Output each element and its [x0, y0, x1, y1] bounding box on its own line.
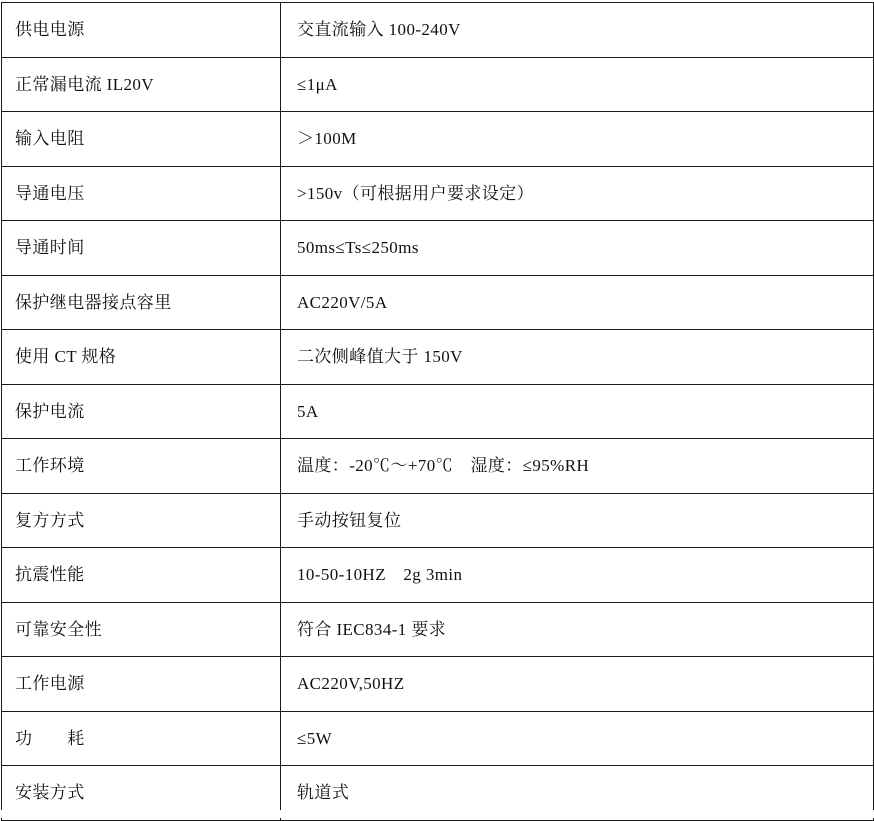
table-row — [2, 711, 874, 766]
row-label: 导通电压 — [2, 166, 281, 221]
row-value: ≤5W — [281, 711, 874, 766]
page-bottom-margin — [0, 810, 874, 818]
table-body — [2, 3, 874, 821]
row-value: 轨道式 — [281, 766, 874, 821]
row-label: 工作环境 — [2, 439, 281, 494]
row-value: 二次侧峰值大于 150V — [281, 330, 874, 385]
row-label: 抗震性能 — [2, 548, 281, 603]
document-page — [0, 2, 874, 818]
table-row — [2, 275, 874, 330]
row-value: 5A — [281, 384, 874, 439]
row-label: 可靠安全性 — [2, 602, 281, 657]
row-value: 10-50-10HZ 2g 3min — [281, 548, 874, 603]
row-label: 功 耗 — [2, 711, 281, 766]
row-label: 保护继电器接点容里 — [2, 275, 281, 330]
table-row — [2, 57, 874, 112]
table-row — [2, 657, 874, 712]
row-label: 供电电源 — [2, 3, 281, 58]
row-label: 导通时间 — [2, 221, 281, 276]
row-value: 手动按钮复位 — [281, 493, 874, 548]
row-value: 温度：-20℃～+70℃ 湿度：≤95%RH — [281, 439, 874, 494]
row-label: 正常漏电流 IL20V — [2, 57, 281, 112]
row-value: >150v（可根据用户要求设定） — [281, 166, 874, 221]
row-label: 复方方式 — [2, 493, 281, 548]
row-value: 符合 IEC834-1 要求 — [281, 602, 874, 657]
row-value: 交直流输入 100-240V — [281, 3, 874, 58]
row-label: 使用 CT 规格 — [2, 330, 281, 385]
row-value: AC220V/5A — [281, 275, 874, 330]
table-row — [2, 493, 874, 548]
row-label: 保护电流 — [2, 384, 281, 439]
table-row — [2, 384, 874, 439]
row-value: AC220V,50HZ — [281, 657, 874, 712]
row-value: 50ms≤Ts≤250ms — [281, 221, 874, 276]
table-row — [2, 330, 874, 385]
specification-table — [1, 2, 874, 821]
table-row — [2, 166, 874, 221]
row-label: 安装方式 — [2, 766, 281, 821]
row-value: ≤1μA — [281, 57, 874, 112]
row-value: ＞100M — [281, 112, 874, 167]
table-row — [2, 112, 874, 167]
table-row — [2, 439, 874, 494]
table-row — [2, 221, 874, 276]
row-label: 工作电源 — [2, 657, 281, 712]
table-row — [2, 602, 874, 657]
table-row — [2, 548, 874, 603]
table-row — [2, 3, 874, 58]
row-label: 输入电阻 — [2, 112, 281, 167]
